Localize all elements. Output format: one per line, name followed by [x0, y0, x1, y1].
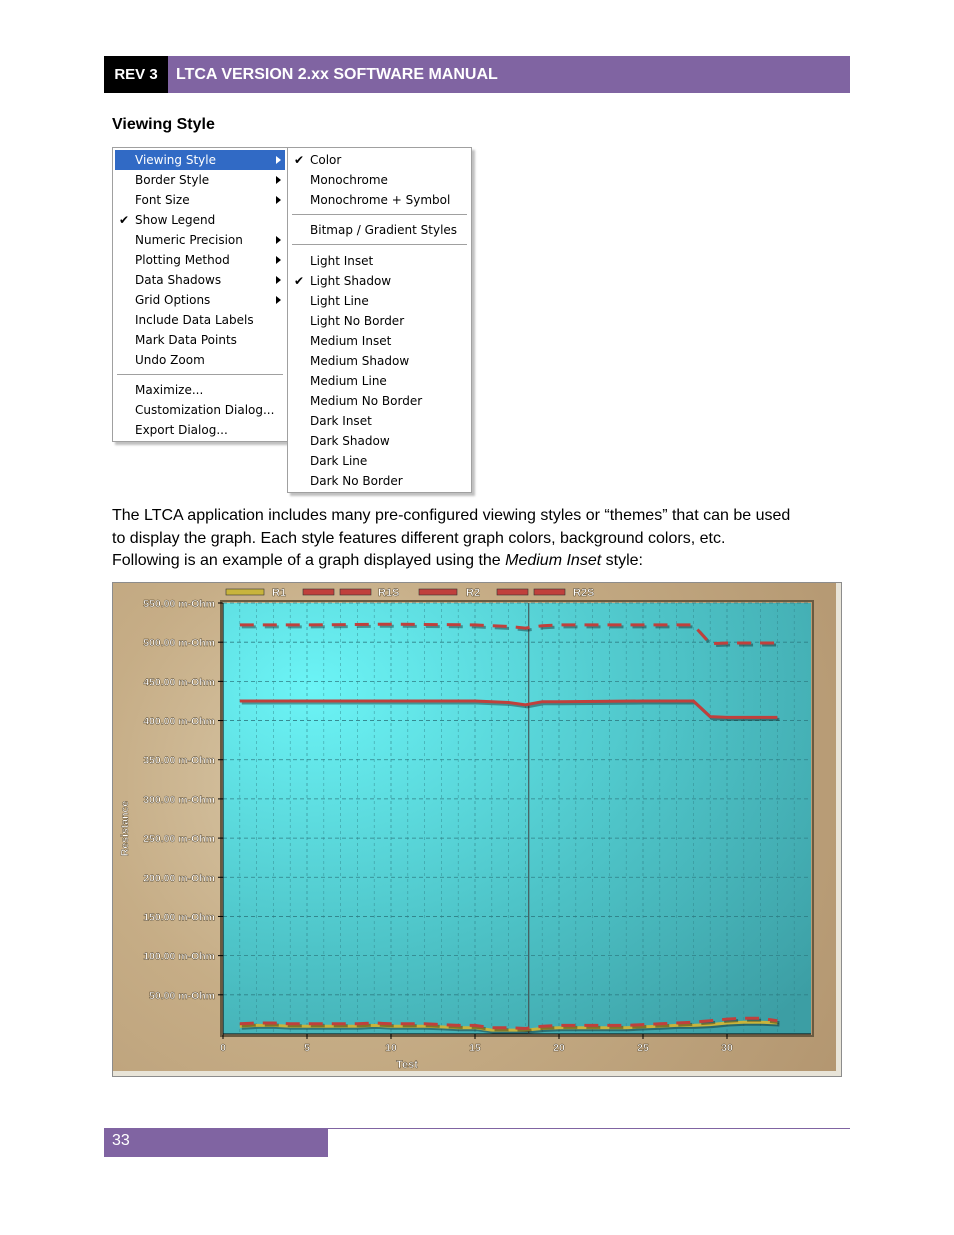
- menu-item-undo-zoom[interactable]: [115, 350, 285, 370]
- x-tick-label: 10: [385, 1042, 397, 1054]
- legend-label-r2s: R2S: [573, 587, 595, 599]
- menu-item-label: Dark Line: [310, 454, 368, 468]
- submenu-arrow-icon: [276, 156, 281, 164]
- menu-item-label: Plotting Method: [135, 253, 230, 267]
- menu-item-plotting-method[interactable]: [115, 250, 285, 270]
- menu-item-label: Numeric Precision: [135, 233, 243, 247]
- section-title: Viewing Style: [112, 116, 215, 133]
- submenu-item-medium-no-border[interactable]: [290, 391, 469, 411]
- paragraph-line: The LTCA application includes many pre-configured viewing styles or “themes” that can be used: [112, 507, 791, 524]
- plot-area: [223, 603, 811, 1034]
- menu-item-label: Mark Data Points: [135, 333, 237, 347]
- style-name: Medium Inset: [505, 552, 602, 569]
- x-tick-label: 15: [469, 1042, 481, 1054]
- context-menu: [112, 147, 288, 442]
- menu-item-label: Light Shadow: [310, 274, 392, 288]
- menu-item-customization-dialog[interactable]: [115, 400, 285, 420]
- y-tick-label: 350.00 m-Ohm: [143, 754, 215, 767]
- menu-item-font-size[interactable]: [115, 190, 285, 210]
- check-icon: ✔: [119, 213, 130, 227]
- menu-item-label: Bitmap / Gradient Styles: [310, 223, 458, 237]
- y-tick-label: 450.00 m-Ohm: [143, 676, 215, 689]
- menu-item-viewing-style[interactable]: [115, 150, 285, 170]
- submenu-item-monochrome[interactable]: [290, 170, 469, 190]
- submenu-item-light-shadow[interactable]: [290, 271, 469, 291]
- submenu-arrow-icon: [276, 296, 281, 304]
- submenu-item-monochrome-symbol[interactable]: [290, 190, 469, 210]
- submenu-arrow-icon: [276, 276, 281, 284]
- check-icon: ✔: [294, 153, 305, 167]
- y-tick-label: 400.00 m-Ohm: [143, 715, 215, 728]
- legend-swatch-r1s: [303, 589, 334, 595]
- menu-item-label: Include Data Labels: [135, 313, 254, 327]
- manual-title: LTCA VERSION 2.xx SOFTWARE MANUAL: [176, 66, 498, 83]
- y-tick-label: 500.00 m-Ohm: [143, 637, 215, 650]
- x-tick-label: 20: [553, 1042, 565, 1054]
- submenu-item-medium-shadow[interactable]: [290, 351, 469, 371]
- resistance-chart: [112, 582, 842, 1077]
- y-axis-title: Resistance: [119, 800, 131, 857]
- submenu-item-dark-line[interactable]: [290, 451, 469, 471]
- menu-item-label: Dark Inset: [310, 414, 372, 428]
- x-tick-label: 25: [637, 1042, 649, 1054]
- frame-edge-bottom: [113, 1071, 842, 1077]
- submenu-item-dark-no-border[interactable]: [290, 471, 469, 491]
- submenu-item-light-line[interactable]: [290, 291, 469, 311]
- menu-item-label: Grid Options: [135, 293, 211, 307]
- legend-swatch-r1s: [340, 589, 371, 595]
- paragraph-line: to display the graph. Each style features different graph colors, background colors, etc.: [112, 529, 726, 547]
- menu-item-maximize[interactable]: [115, 380, 285, 400]
- menu-item-label: Maximize...: [135, 383, 204, 397]
- menu-item-label: Monochrome: [310, 173, 388, 187]
- menu-item-label: Undo Zoom: [135, 353, 205, 367]
- submenu-item-light-inset[interactable]: [290, 251, 469, 271]
- menu-item-label: Dark No Border: [310, 474, 403, 488]
- menu-item-numeric-precision[interactable]: [115, 230, 285, 250]
- frame-edge-right: [836, 583, 842, 1077]
- x-tick-label: 5: [304, 1042, 310, 1054]
- y-tick-label: 150.00 m-Ohm: [143, 911, 215, 924]
- menu-separator: [292, 244, 467, 246]
- x-axis-title: Test: [396, 1059, 418, 1071]
- menu-item-label: Customization Dialog...: [135, 403, 275, 417]
- submenu-item-light-no-border[interactable]: [290, 311, 469, 331]
- y-tick-label: 550.00 m-Ohm: [143, 598, 215, 610]
- paragraph-text: style:: [601, 552, 643, 569]
- menu-separator: [117, 374, 283, 376]
- menu-item-label: Border Style: [135, 173, 210, 187]
- menu-item-data-shadows[interactable]: [115, 270, 285, 290]
- menu-separator: [292, 214, 467, 216]
- legend-swatch-r2s: [534, 589, 565, 595]
- submenu-item-medium-line[interactable]: [290, 371, 469, 391]
- legend-label-r1s: R1S: [378, 587, 400, 599]
- menu-item-border-style[interactable]: [115, 170, 285, 190]
- body-paragraph: [112, 505, 852, 573]
- y-tick-label: 200.00 m-Ohm: [143, 872, 215, 885]
- paragraph-text: Following is an example of a graph displayed using the: [112, 552, 506, 569]
- page-header: [104, 56, 850, 93]
- legend-swatch-r1: [226, 589, 264, 595]
- check-icon: ✔: [294, 274, 305, 288]
- submenu-arrow-icon: [276, 236, 281, 244]
- menu-item-label: Light Line: [310, 294, 369, 308]
- menu-item-label: Medium Line: [310, 374, 387, 388]
- menu-item-label: Export Dialog...: [135, 423, 228, 437]
- menu-item-show-legend[interactable]: [115, 210, 285, 230]
- menu-item-label: Light Inset: [310, 254, 374, 268]
- menu-item-label: Viewing Style: [135, 153, 216, 167]
- revision-label: REV 3: [104, 56, 168, 93]
- menu-item-label: Font Size: [135, 193, 190, 207]
- y-tick-label: 100.00 m-Ohm: [143, 950, 215, 963]
- submenu-arrow-icon: [276, 256, 281, 264]
- x-tick-label: 0: [220, 1042, 226, 1054]
- menu-item-label: Medium No Border: [310, 394, 423, 408]
- submenu-arrow-icon: [276, 196, 281, 204]
- submenu-item-dark-shadow[interactable]: [290, 431, 469, 451]
- menu-item-label: Show Legend: [135, 213, 216, 227]
- y-tick-label: 50.00 m-Ohm: [149, 989, 215, 1002]
- legend-swatch-r2: [419, 589, 457, 595]
- paragraph-line: [112, 550, 852, 573]
- menu-item-mark-data-points[interactable]: [115, 330, 285, 350]
- menu-item-label: Monochrome + Symbol: [310, 193, 451, 207]
- menu-item-label: Medium Inset: [310, 334, 392, 348]
- chart-svg: [113, 583, 842, 1077]
- menu-item-grid-options[interactable]: [115, 290, 285, 310]
- menu-item-label: Light No Border: [310, 314, 405, 328]
- menu-item-label: Medium Shadow: [310, 354, 410, 368]
- submenu-item-color[interactable]: [290, 150, 469, 170]
- y-tick-label: 250.00 m-Ohm: [143, 833, 215, 846]
- y-tick-label: 300.00 m-Ohm: [143, 793, 215, 806]
- viewing-style-submenu: [287, 147, 472, 493]
- submenu-item-dark-inset[interactable]: [290, 411, 469, 431]
- submenu-arrow-icon: [276, 176, 281, 184]
- legend-label-r1: R1: [272, 587, 287, 599]
- submenu-item-bitmap-gradient-styles[interactable]: [290, 220, 469, 240]
- menu-item-label: Color: [310, 153, 342, 167]
- legend-swatch-r2s: [497, 589, 528, 595]
- submenu-item-medium-inset[interactable]: [290, 331, 469, 351]
- menu-item-label: Data Shadows: [135, 273, 222, 287]
- page-number: 33: [104, 1129, 328, 1157]
- menu-item-include-data-labels[interactable]: [115, 310, 285, 330]
- x-tick-label: 30: [721, 1042, 733, 1054]
- legend-label-r2: R2: [466, 587, 481, 599]
- menu-item-label: Dark Shadow: [310, 434, 390, 448]
- menu-item-export-dialog[interactable]: [115, 420, 285, 440]
